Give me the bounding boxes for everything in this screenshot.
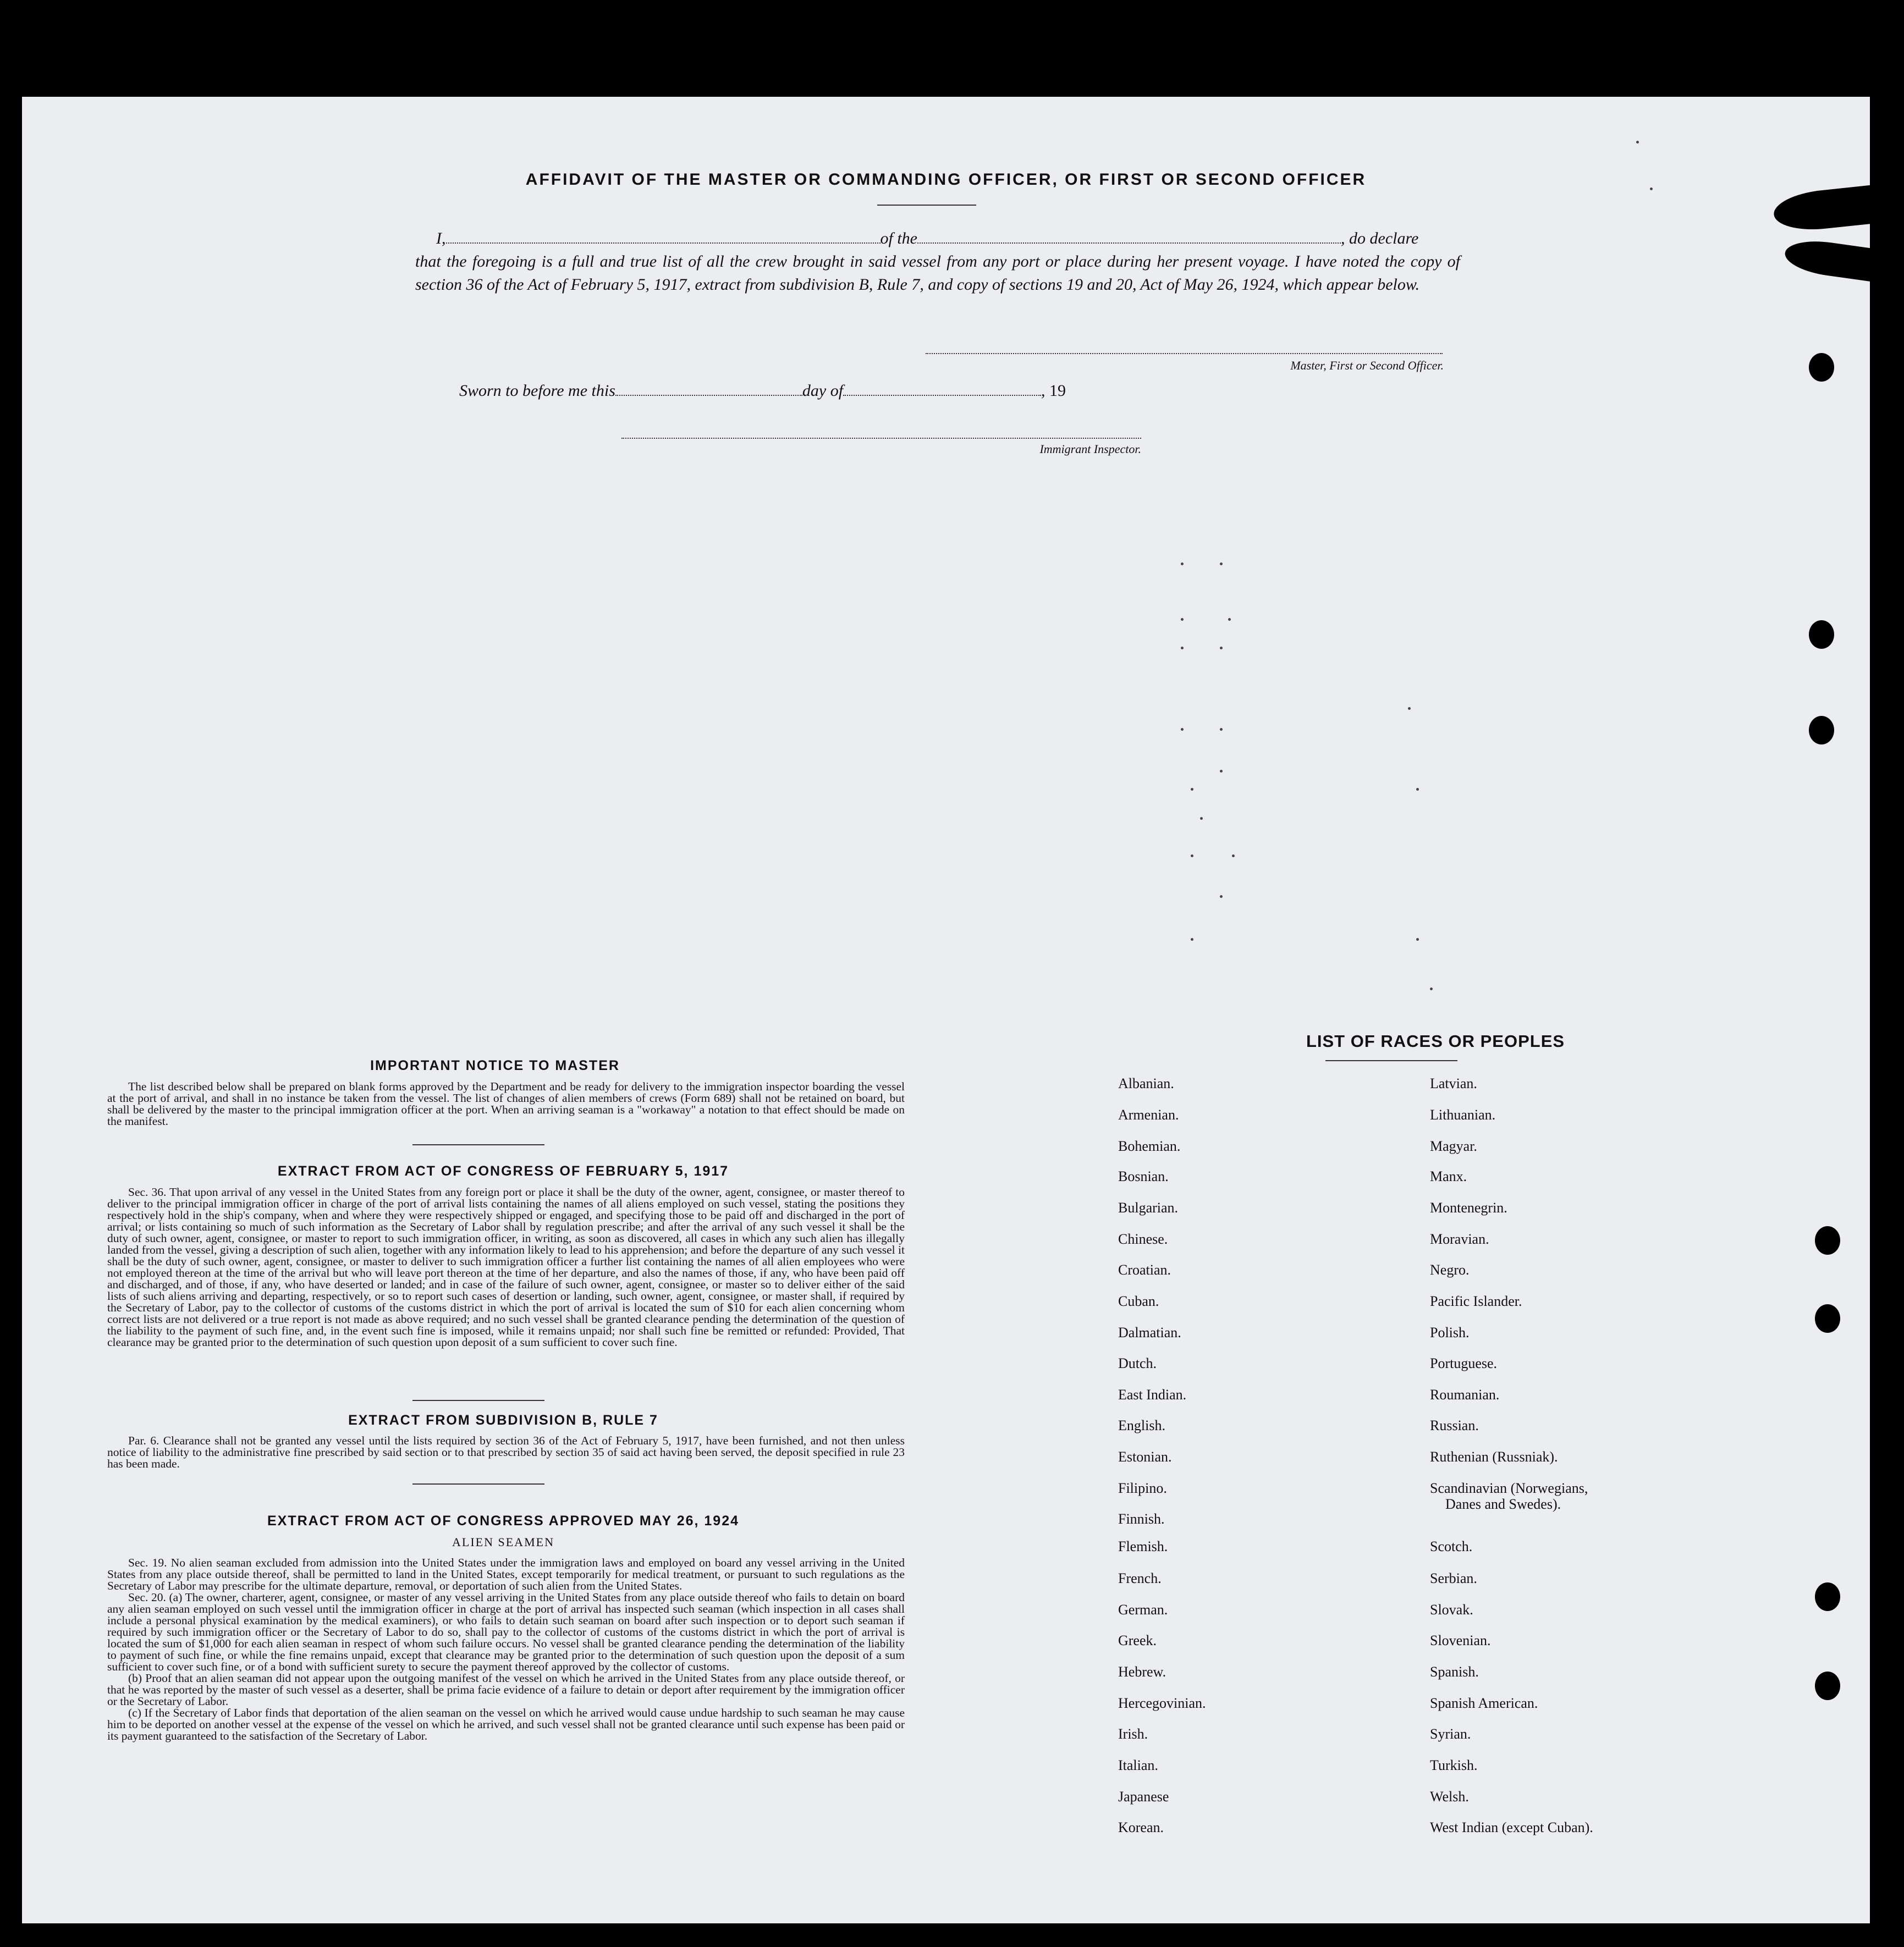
race-item: Japanese — [1118, 1789, 1169, 1805]
race-item: English. — [1118, 1417, 1165, 1433]
race-item: Ruthenian (Russniak). — [1430, 1449, 1558, 1465]
race-item: Montenegrin. — [1430, 1200, 1507, 1216]
race-item: Manx. — [1430, 1168, 1467, 1184]
race-item: German. — [1118, 1602, 1168, 1618]
race-item: Moravian. — [1430, 1231, 1489, 1247]
section-19-paragraph: Sec. 19. No alien seaman excluded from admission into the United States under the immigration laws and employed on board any vessel arriving in the United States from any place outside thereof, shall be permitted to land in the United States, except temporarily for medical treatment, or pursuant to such regulations as the Secretary of Labor may prescribe for the ultimate departure, removal, or deportation of such alien from the United States. — [107, 1556, 905, 1592]
race-item: Dalmatian. — [1118, 1325, 1181, 1341]
extract-1917-text — [107, 1187, 905, 1386]
of-the-label: of the — [880, 229, 917, 247]
rule-7-paragraph: Par. 6. Clearance shall not be granted any vessel until the lists required by section 36 of the Act of February 5, 1917, have been furnished, and not then unless notice of liability to the administrative fine prescribed by said section or to that prescribed by section 35 of said act having been served, the deposit specified in rule 23 has been made. — [107, 1434, 905, 1470]
punch-hole — [1809, 353, 1834, 382]
do-declare-label: , do declare — [1341, 229, 1419, 247]
notice-paragraph: The list described below shall be prepared on blank forms approved by the Department and be ready for delivery to the immigration inspector boarding the vessel at the port of arrival, and shall in no instance be taken from the vessel. The list of changes of alien members of crews (Form 689) shall not be retained on board, but shall be delivered by the master to the principal immigration officer at the port. When an arriving seaman is a "workaway" a notation to that effect should be made on the manifest. — [107, 1080, 905, 1128]
race-item: Irish. — [1118, 1726, 1148, 1742]
sworn-label: Sworn to before me this — [459, 382, 615, 400]
divider — [877, 205, 976, 206]
sworn-line — [459, 382, 1066, 400]
extract-1924-title: EXTRACT FROM ACT OF CONGRESS APPROVED MAY 26, 1924 — [267, 1513, 740, 1529]
race-item: Croatian. — [1118, 1262, 1171, 1278]
race-item: Albanian. — [1118, 1075, 1174, 1091]
race-item: Flemish. — [1118, 1538, 1168, 1554]
document-page — [22, 97, 1870, 1923]
divider — [412, 1483, 544, 1485]
punch-hole — [1815, 1582, 1840, 1611]
notice-text — [107, 1081, 905, 1127]
race-item: Pacific Islander. — [1430, 1293, 1522, 1309]
day-of-label: day of — [802, 382, 844, 400]
race-item: Greek. — [1118, 1632, 1157, 1648]
signature-line[interactable] — [926, 353, 1443, 355]
inspector-signature-line[interactable] — [621, 438, 1141, 439]
race-item: Russian. — [1430, 1417, 1479, 1433]
race-item: Armenian. — [1118, 1107, 1179, 1123]
race-item: Italian. — [1118, 1757, 1158, 1773]
affidavit-text — [415, 227, 1460, 296]
race-item: Filipino. — [1118, 1480, 1167, 1496]
extract-1917-title: EXTRACT FROM ACT OF CONGRESS OF FEBRUARY 5, 1917 — [277, 1163, 729, 1179]
race-item: Korean. — [1118, 1819, 1164, 1835]
year-label: , 19 — [1041, 382, 1066, 400]
ink-smudge — [1772, 185, 1874, 234]
race-item: Bulgarian. — [1118, 1200, 1179, 1216]
race-item: Syrian. — [1430, 1726, 1471, 1742]
race-item: Chinese. — [1118, 1231, 1168, 1247]
race-item: Negro. — [1430, 1262, 1470, 1278]
race-item: Roumanian. — [1430, 1387, 1500, 1403]
sworn-day-blank[interactable] — [615, 382, 802, 396]
race-item: Spanish American. — [1430, 1695, 1538, 1711]
punch-hole — [1815, 1226, 1840, 1255]
race-item: Slovak. — [1430, 1602, 1473, 1618]
race-item: Welsh. — [1430, 1789, 1469, 1805]
race-item: Dutch. — [1118, 1355, 1157, 1371]
race-item: Estonian. — [1118, 1449, 1172, 1465]
race-item: Turkish. — [1430, 1757, 1478, 1773]
race-item: Hebrew. — [1118, 1664, 1166, 1680]
race-item: Scandinavian (Norwegians, — [1430, 1480, 1588, 1496]
race-item: Finnish. — [1118, 1511, 1165, 1527]
extract-1924-subtitle: ALIEN SEAMEN — [452, 1535, 554, 1549]
inspector-label: Immigrant Inspector. — [1039, 442, 1141, 456]
sworn-month-blank[interactable] — [843, 382, 1041, 396]
extract-rule7-text — [107, 1435, 905, 1470]
race-item: West Indian (except Cuban). — [1430, 1819, 1593, 1835]
race-item: Slovenian. — [1430, 1632, 1491, 1648]
affidavit-body: that the foregoing is a full and true list of all the crew brought in said vessel from any port or place during her present voyage. I have noted the copy of section 36 of the Act of February 5, 1917, extract from subdivision B, Rule 7, and copy of sections 19 and 20, Act of May 26, 1924, which appear below. — [415, 252, 1460, 294]
race-item: Magyar. — [1430, 1138, 1477, 1154]
section-20a-paragraph: Sec. 20. (a) The owner, charterer, agent, consignee, or master of any vessel arriving in the United States from any place outside thereof who fails to detain on board any alien seaman employed on such vessel until the immigration officer in charge at the port of arrival has inspected such seaman (which inspection in all cases shall include a personal physical examination by the medical examiners), or who fails to detain such seaman on board after such inspection or to deport such seaman if required by such immigration officer or the Secretary of Labor to do so, shall pay to the collector of customs of the customs district in which the port of arrival is located the sum of $1,000 for each alien seaman in respect of whom such failure occurs. No vessel shall be granted clearance pending the determination of the liability to payment of such fine, or while the fine remains unpaid, except that clearance may be granted prior to the determination of such question upon the deposit of a sum sufficient to cover such fine, or of a bond with sufficient surety to secure the payment thereof approved by the collector of customs. — [107, 1591, 905, 1673]
punch-hole — [1815, 1672, 1840, 1700]
affidavit-title: AFFIDAVIT OF THE MASTER OR COMMANDING OFFICER, OR FIRST OR SECOND OFFICER — [525, 170, 1367, 189]
race-item: Lithuanian. — [1430, 1107, 1496, 1123]
section-20b-paragraph: (b) Proof that an alien seaman did not appear upon the outgoing manifest of the vessel on which he arrived in the United States from any place outside thereof, or that he was reported by the master of such vessel as a deserter, shall be prima facie evidence of a failure to detain or deport after requirement by the immigration officer or the Secretary of Labor. — [107, 1672, 905, 1708]
race-item: Portuguese. — [1430, 1355, 1498, 1371]
race-item: Cuban. — [1118, 1293, 1159, 1309]
name-blank[interactable] — [446, 229, 881, 244]
race-item: Bosnian. — [1118, 1168, 1169, 1184]
race-item: Bohemian. — [1118, 1138, 1181, 1154]
punch-hole — [1809, 620, 1834, 649]
race-item: Polish. — [1430, 1325, 1470, 1341]
race-item: Scotch. — [1430, 1538, 1473, 1554]
divider — [412, 1400, 544, 1401]
extract-rule7-title: EXTRACT FROM SUBDIVISION B, RULE 7 — [348, 1413, 658, 1428]
vessel-blank[interactable] — [917, 229, 1341, 244]
races-title: LIST OF RACES OR PEOPLES — [1306, 1032, 1565, 1051]
race-item: Spanish. — [1430, 1664, 1479, 1680]
divider — [412, 1144, 544, 1145]
race-item: East Indian. — [1118, 1387, 1187, 1403]
race-item: French. — [1118, 1570, 1162, 1586]
punch-hole — [1809, 716, 1834, 744]
race-item: Latvian. — [1430, 1075, 1477, 1091]
extract-1924-text — [107, 1557, 905, 1875]
notice-title: IMPORTANT NOTICE TO MASTER — [370, 1058, 620, 1073]
ink-smudge — [1783, 236, 1875, 282]
affidavit-pronoun: I, — [436, 229, 446, 247]
race-item: Danes and Swedes). — [1445, 1496, 1561, 1512]
divider — [1325, 1060, 1457, 1061]
section-36-paragraph: Sec. 36. That upon arrival of any vessel in the United States from any foreign port or place it shall be the duty of the owner, agent, consignee, or master thereof to deliver to the principal immigration officer in charge of the port of arrival lists containing the names of all aliens employed on such vessel, stating the positions they respectively hold in the ship's company, when and where they were respectively shipped or engaged, and specifying those to be paid off and discharged in the port of arrival; or lists containing so much of such information as the Secretary of Labor shall by regulation prescribe; and after the arrival of any such vessel it shall be the duty of such owner, agent, consignee, or master to report to such immigration officer, in writing, as soon as discovered, all cases in which any such alien has illegally landed from the vessel, giving a description of such alien, together with any information likely to lead to his apprehension; and before the departure of any such vessel it shall be the duty of such owner, agent, consignee, or master to deliver to such immigration officer a further list containing the names of all alien employees who were not employed thereon at the time of the arrival but who will leave port thereon at the time of her departure, and also the names of those, if any, who have been paid off and discharged, and of those, if any, who have deserted or landed; and in case of the failure of such owner, agent, consignee, or master so to deliver either of the said lists of such aliens arriving and departing, respectively, or so to report such cases of desertion or landing, such owner, agent, consignee, or master shall, if required by the Secretary of Labor, pay to the collector of customs of the customs district in which the port of arrival is located the sum of $10 for each alien concerning whom correct lists are not delivered or a true report is not made as above required; and no such vessel shall be granted clearance pending the determination of the question of the liability to the payment of such fine, and, in the event such fine is imposed, while it remains unpaid; nor shall such fine be remitted or refunded: Provided, That clearance may be granted prior to the determination of such question upon deposit of a sum sufficient to cover such fine. — [107, 1185, 905, 1349]
section-20c-paragraph: (c) If the Secretary of Labor finds that deportation of the alien seaman on the vessel on which he arrived would cause undue hardship to such seaman he may cause him to be deported on another vessel at the expense of the vessel on which he arrived, and such vessel shall not be granted clearance until such expense has been paid or its payment guaranteed to the satisfaction of the Secretary of Labor. — [107, 1706, 905, 1742]
race-item: Hercegovinian. — [1118, 1695, 1206, 1711]
punch-hole — [1815, 1304, 1840, 1333]
race-item: Serbian. — [1430, 1570, 1477, 1586]
signature-label: Master, First or Second Officer. — [1290, 358, 1444, 372]
